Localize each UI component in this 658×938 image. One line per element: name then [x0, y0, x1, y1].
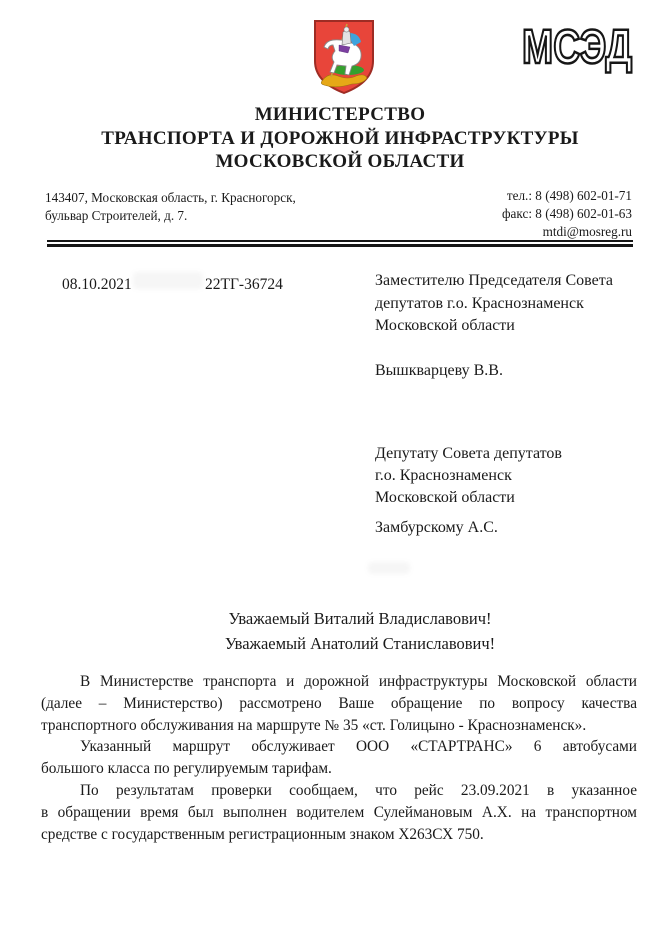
ministry-title-line: МОСКОВСКОЙ ОБЛАСТИ [215, 151, 465, 172]
ministry-title-line: ТРАНСПОРТА И ДОРОЖНОЙ ИНФРАСТРУКТУРЫ [101, 127, 579, 149]
address-line: бульвар Строителей, д. 7. [45, 207, 188, 223]
salutation-line: Уважаемый Виталий Владиславович! [228, 609, 492, 628]
recipient-block-1 [375, 270, 630, 383]
recipient-line: Депутату Совета депутатов [375, 445, 562, 462]
recipient-line: Заместителю Председателя Совета [375, 272, 613, 289]
letter-number: 22ТГ-36724 [205, 276, 283, 293]
body-line: (далее – Министерство) рассмотрено Ваше обращение по вопросу качества [41, 694, 637, 712]
ministry-title [30, 103, 650, 174]
ministry-address [45, 189, 296, 224]
address-line: 143407, Московская область, г. Красногорск, [45, 190, 296, 205]
recipient-line: Московской области [375, 317, 515, 335]
phone-line: тел.: 8 (498) 602-01-71 [506, 188, 632, 203]
body-line: средстве с государственным регистрационным знаком Х263СХ 750. [41, 825, 484, 843]
letter-date: 08.10.2021 [62, 276, 132, 293]
letter-body [41, 671, 637, 845]
recipient-line: г.о. Краснознаменск [375, 467, 512, 484]
body-line: В Министерстве транспорта и дорожной инфраструктуры Московской области [80, 673, 637, 690]
ministry-title-line: МИНИСТЕРСТВО [254, 104, 426, 125]
rider-head [344, 27, 349, 32]
recipient-line: депутатов г.о. Краснознаменск [375, 294, 584, 312]
rider-icon [342, 31, 351, 46]
fax-line: факс: 8 (498) 602-01-63 [502, 206, 632, 222]
scan-artifact [368, 562, 410, 574]
coat-of-arms-icon [312, 18, 376, 96]
body-line: транспортного обслуживания на маршруте № 35 «ст. Голицыно - Краснознаменск». [41, 716, 587, 734]
recipient-line: Московской области [375, 489, 515, 506]
body-line: в обращении время был выполнен водителем Сулеймановым А.Х. на транспортном [41, 803, 637, 821]
body-line: большого класса по регулируемым тарифам. [41, 760, 332, 778]
header-divider [47, 240, 633, 247]
ministry-contacts [502, 187, 632, 242]
salutation [60, 607, 658, 656]
body-line: По результатам проверки сообщаем, что рейс 23.09.2021 в указанное [80, 781, 637, 799]
email-line: mtdi@mosreg.ru [542, 224, 632, 240]
scan-artifact [133, 272, 203, 289]
salutation-line: Уважаемый Анатолий Станиславович! [224, 633, 496, 653]
recipient-block-2 [375, 443, 630, 539]
msed-logo: МСЭД [521, 21, 632, 74]
recipient-name: Замбурскому А.С. [375, 519, 498, 536]
body-line: Указанный маршрут обслуживает ООО «СТАРТРАНС» 6 автобусами [80, 738, 637, 756]
recipient-name: Вышкварцеву В.В. [375, 362, 503, 380]
